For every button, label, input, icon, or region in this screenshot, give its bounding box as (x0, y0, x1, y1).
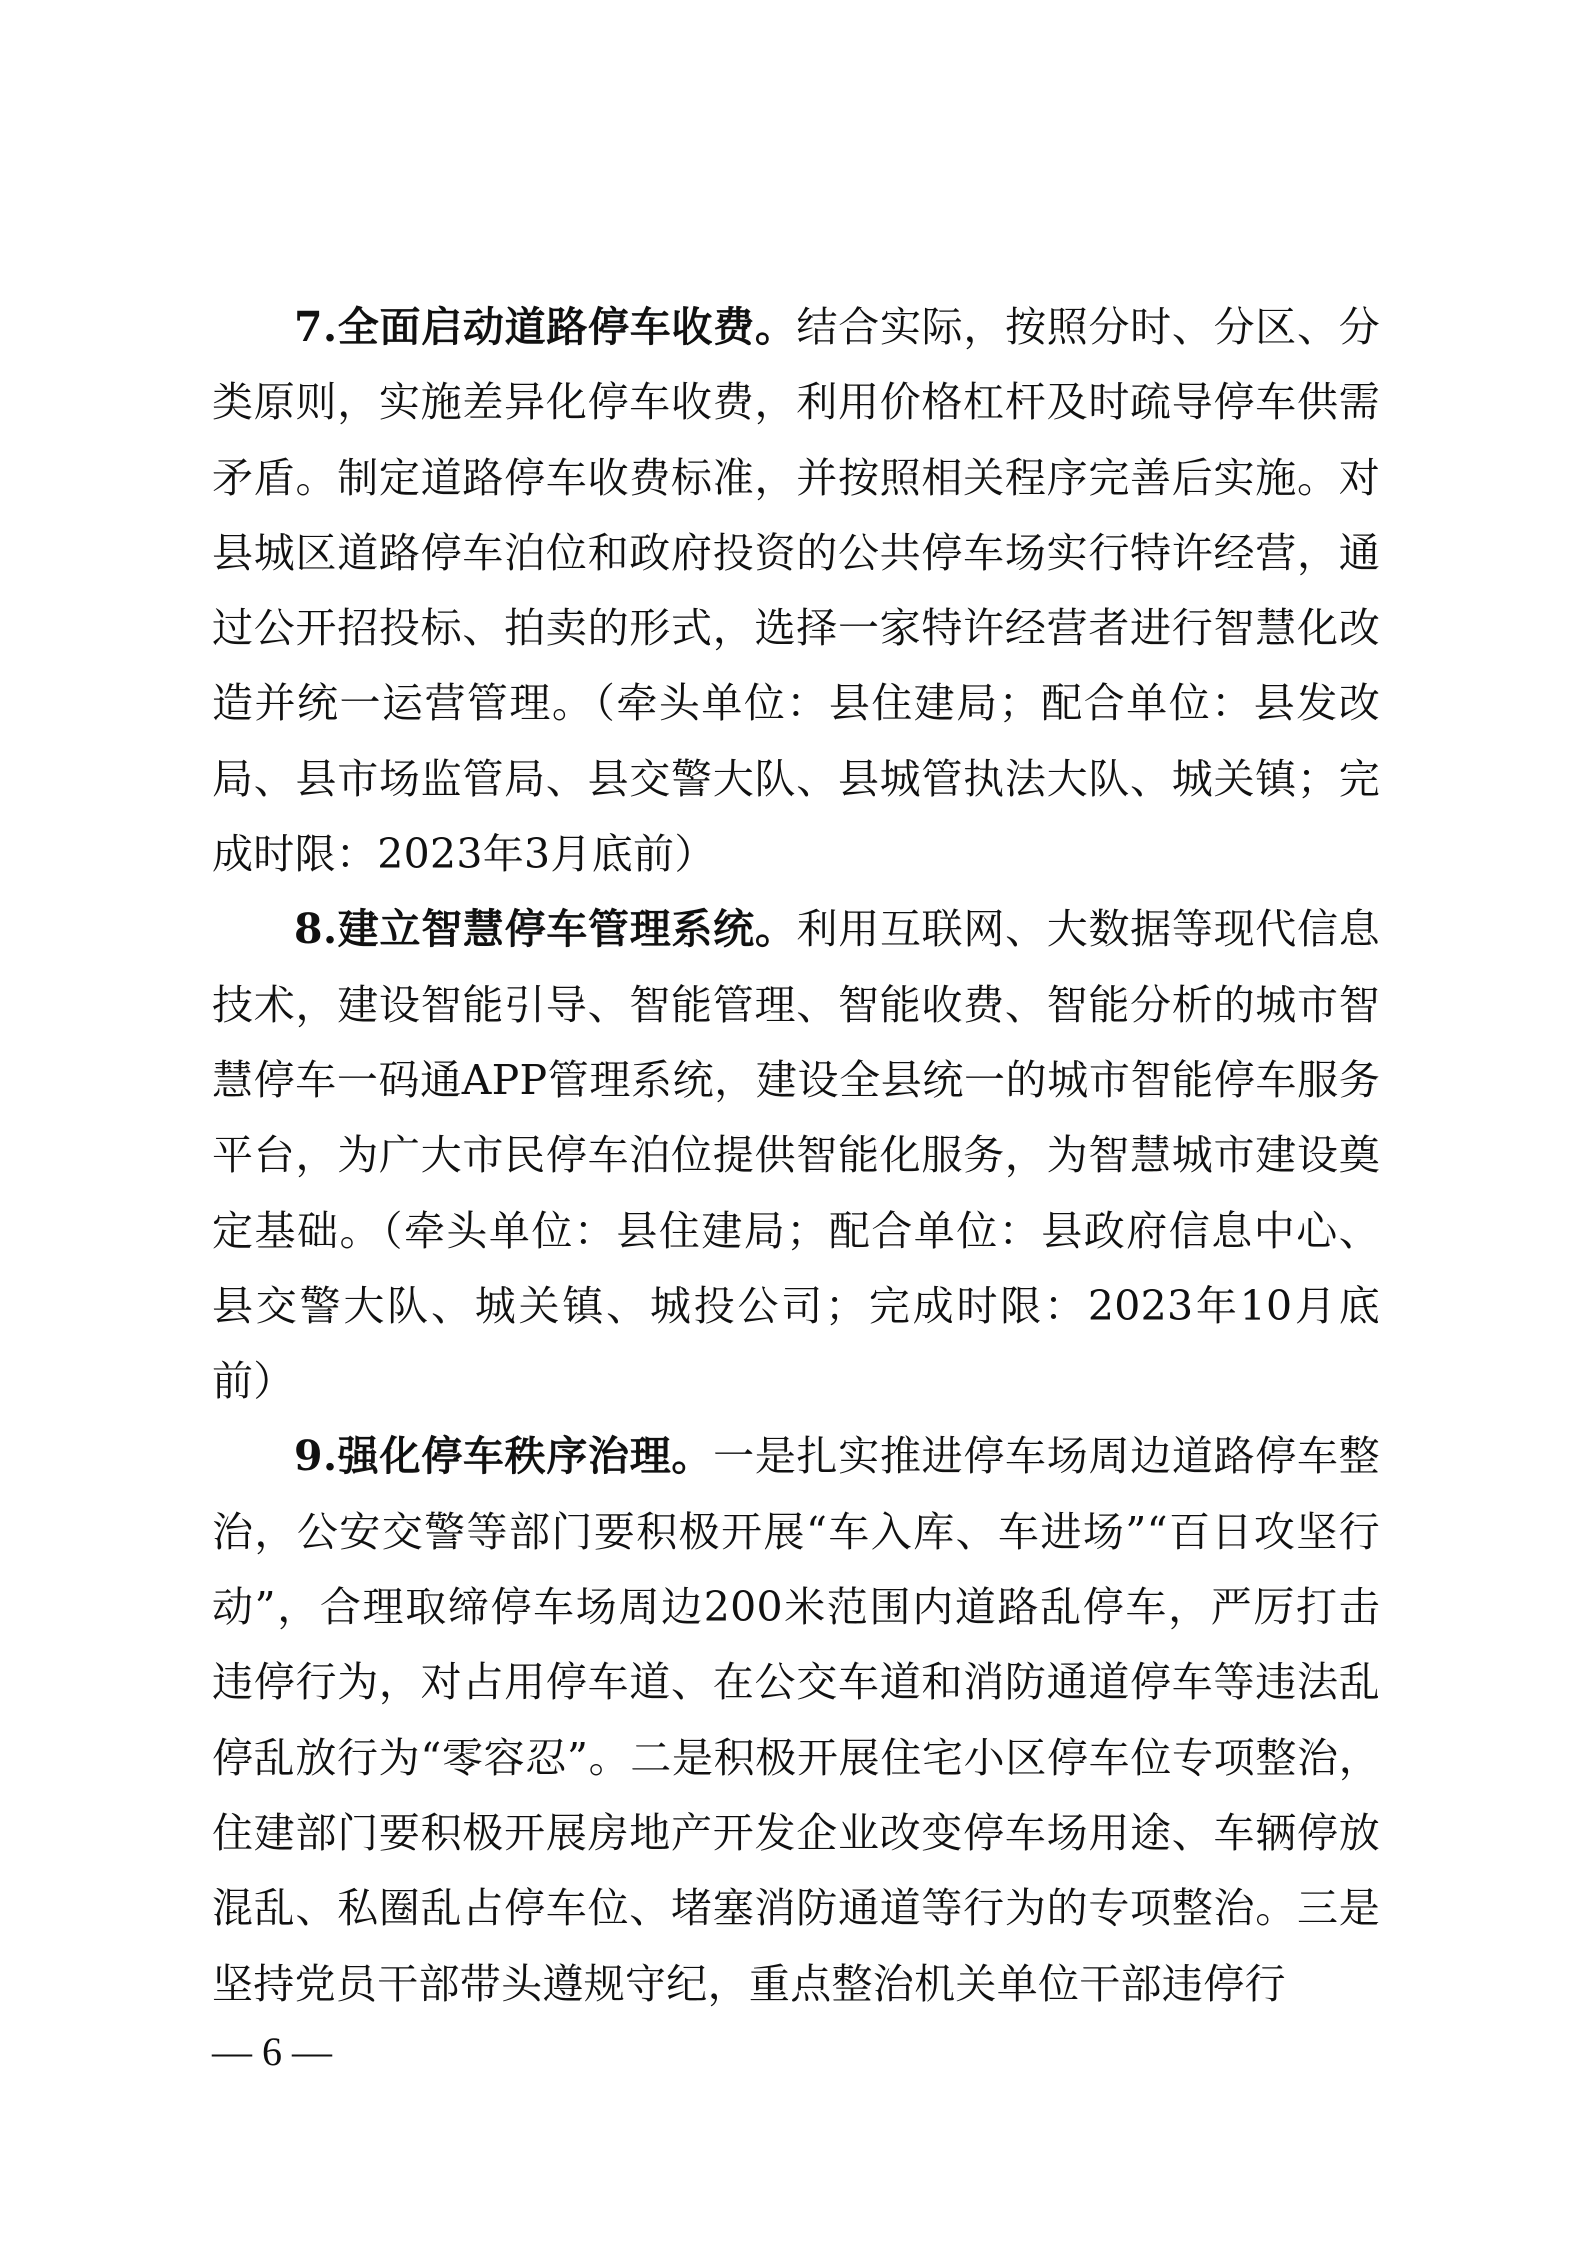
paragraph-9-body: 一是扎实推进停车场周边道路停车整治，公安交警等部门要积极开展“车入库、车进场”“百日攻坚行动”，合理取缔停车场周边200米范围内道路乱停车，严厉打击违停行为，对占用停车道、在公交车道和消防通道停车等违法乱停乱放行为“零容忍”。二是积极开展住宅小区停车位专项整治，住建部门要积极开展房地产开发企业改变停车场用途、车辆停放混乱、私圈乱占停车位、堵塞消防通道等行为的专项整治。三是坚持党员干部带头遵规守纪，重点整治机关单位干部违停行 (212, 1432, 1380, 2008)
paragraph-8-heading: 8.建立智慧停车管理系统。 (294, 905, 797, 954)
page-number: — 6 — (212, 2029, 332, 2074)
paragraph-7-heading: 7.全面启动道路停车收费。 (294, 303, 797, 351)
document-body (212, 290, 1380, 2022)
paragraph-7 (212, 290, 1380, 892)
paragraph-8-body: 利用互联网、大数据等现代信息技术，建设智能引导、智能管理、智能收费、智能分析的城市智慧停车一码通APP管理系统，建设全县统一的城市智能停车服务平台，为广大市民停车泊位提供智能化服务，为智慧城市建设奠定基础。（牵头单位：县住建局；配合单位：县政府信息中心、县交警大队、城关镇、城投公司；完成时限：2023年10月底前） (212, 905, 1380, 1406)
paragraph-7-body: 结合实际，按照分时、分区、分类原则，实施差异化停车收费，利用价格杠杆及时疏导停车供需矛盾。制定道路停车收费标准，并按照相关程序完善后实施。对县城区道路停车泊位和政府投资的公共停车场实行特许经营，通过公开招投标、拍卖的形式，选择一家特许经营者进行智慧化改造并统一运营管理。（牵头单位：县住建局；配合单位：县发改局、县市场监管局、县交警大队、县城管执法大队、城关镇；完成时限：2023年3月底前） (212, 303, 1380, 879)
paragraph-9 (212, 1419, 1380, 2021)
paragraph-8 (212, 892, 1380, 1419)
paragraph-9-heading: 9.强化停车秩序治理。 (294, 1432, 714, 1481)
